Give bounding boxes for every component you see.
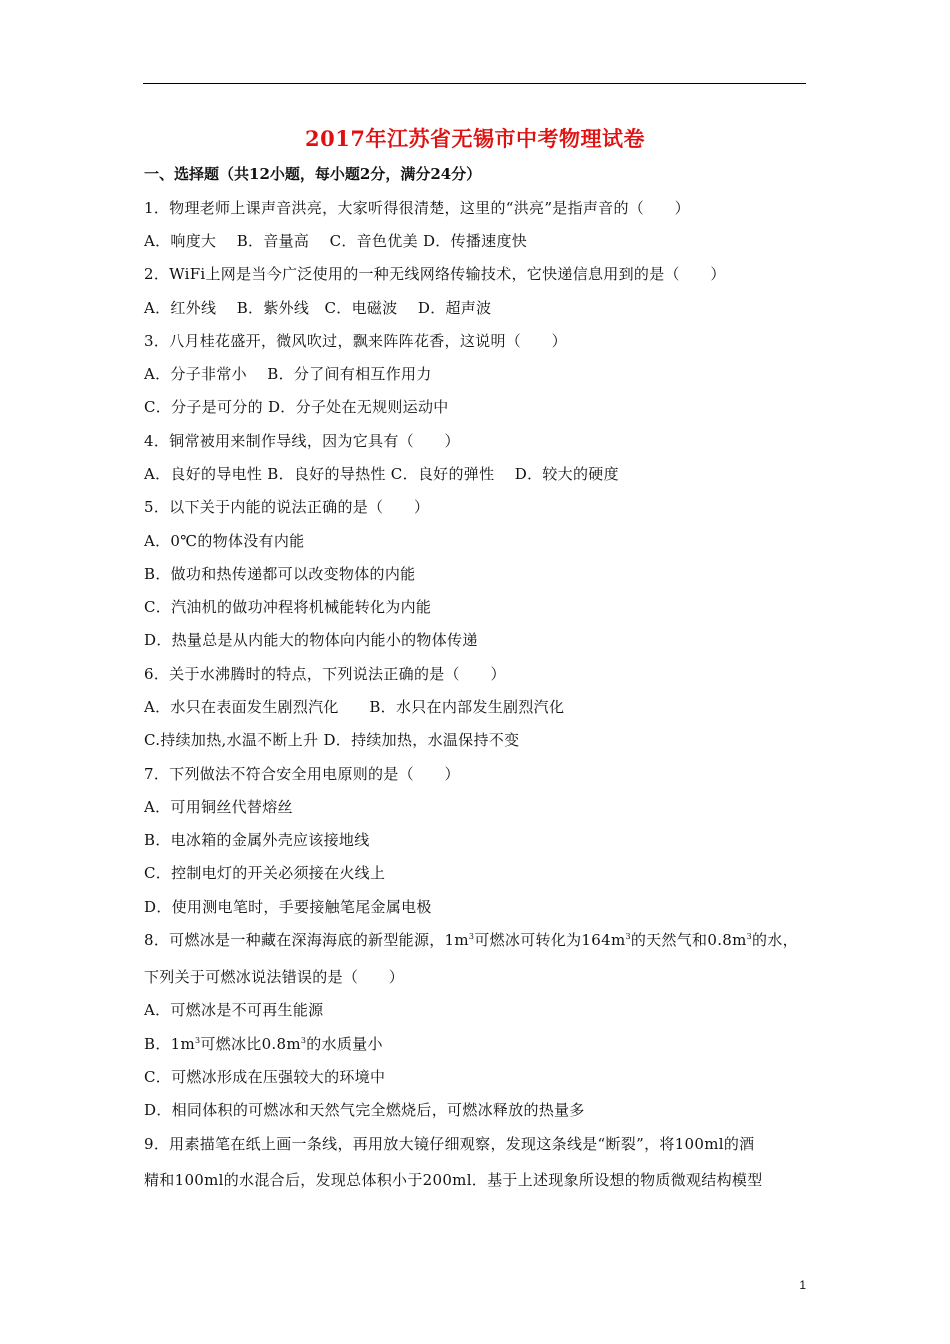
question-line-4: 4．铜常被用来制作导线，因为它具有（ ） [144, 432, 460, 450]
option-line-8a: A．可燃冰是不可再生能源 [144, 1001, 324, 1019]
question-line-6: 6．关于水沸腾时的特点，下列说法正确的是（ ） [144, 665, 506, 683]
header-rule [143, 83, 806, 84]
options-line-4: A．良好的导电性 B．良好的导热性 C．良好的弹性 D．较大的硬度 [144, 465, 619, 483]
question-line-8b: 下列关于可燃冰说法错误的是（ ） [144, 968, 405, 986]
question-line-7: 7．下列做法不符合安全用电原则的是（ ） [144, 765, 460, 783]
section-heading: 一、选择题（共12小题，每小题2分，满分24分） [144, 165, 482, 183]
option-line-7a: A．可用铜丝代替熔丝 [144, 798, 293, 816]
question-line-9a: 9．用素描笔在纸上画一条线，再用放大镜仔细观察，发现这条线是“断裂”，将100ml的酒 [144, 1135, 755, 1153]
question-line-2: 2．WiFi上网是当今广泛使用的一种无线网络传输技术，它快递信息用到的是（ ） [144, 265, 726, 283]
option-line-7c: C．控制电灯的开关必须接在火线上 [144, 864, 386, 882]
option-line-6ab: A．水只在表面发生剧烈汽化 B．水只在内部发生剧烈汽化 [144, 698, 565, 716]
question-line-1: 1．物理老师上课声音洪亮，大家听得很清楚，这里的“洪亮”是指声音的（ ） [144, 199, 690, 217]
options-line-1: A．响度大 B．音量高 C．音色优美 D．传播速度快 [144, 232, 528, 250]
question-line-9b: 精和100ml的水混合后，发现总体积小于200ml．基于上述现象所设想的物质微观结构模型 [144, 1171, 763, 1189]
option-line-8b: B．$1m^3$可燃冰比$0.8m^3$的水质量小 [144, 1035, 383, 1053]
option-line-8c: C．可燃冰形成在压强较大的环境中 [144, 1068, 386, 1086]
option-line-8d: D．相同体积的可燃冰和天然气完全燃烧后，可燃冰释放的热量多 [144, 1101, 585, 1119]
option-line-3ab: A．分子非常小 B．分了间有相互作用力 [144, 365, 432, 383]
option-line-7b: B．电冰箱的金属外壳应该接地线 [144, 831, 370, 849]
option-line-6cd: C.持续加热,水温不断上升 D．持续加热，水温保持不变 [144, 731, 520, 749]
option-line-5c: C．汽油机的做功冲程将机械能转化为内能 [144, 598, 432, 616]
question-line-5: 5．以下关于内能的说法正确的是（ ） [144, 498, 430, 516]
option-line-5d: D．热量总是从内能大的物体向内能小的物体传递 [144, 631, 478, 649]
question-line-3: 3．八月桂花盛开，微风吹过，飘来阵阵花香，这说明（ ） [144, 332, 567, 350]
page-title: 2017年江苏省无锡市中考物理试卷 [305, 126, 645, 151]
option-line-5a: A．0℃的物体没有内能 [144, 532, 305, 550]
option-line-3cd: C．分子是可分的 D．分子处在无规则运动中 [144, 398, 449, 416]
page-number: 1 [799, 1278, 806, 1292]
question-line-8a: 8．可燃冰是一种藏在深海海底的新型能源，$1m^3$可燃冰可转化为$164m^3$的天然气和$0.8m^3$的水， [144, 931, 798, 949]
options-line-2: A．红外线 B．紫外线 C．电磁波 D．超声波 [144, 299, 492, 317]
option-line-5b: B．做功和热传递都可以改变物体的内能 [144, 565, 416, 583]
option-line-7d: D．使用测电笔时，手要接触笔尾金属电极 [144, 898, 432, 916]
